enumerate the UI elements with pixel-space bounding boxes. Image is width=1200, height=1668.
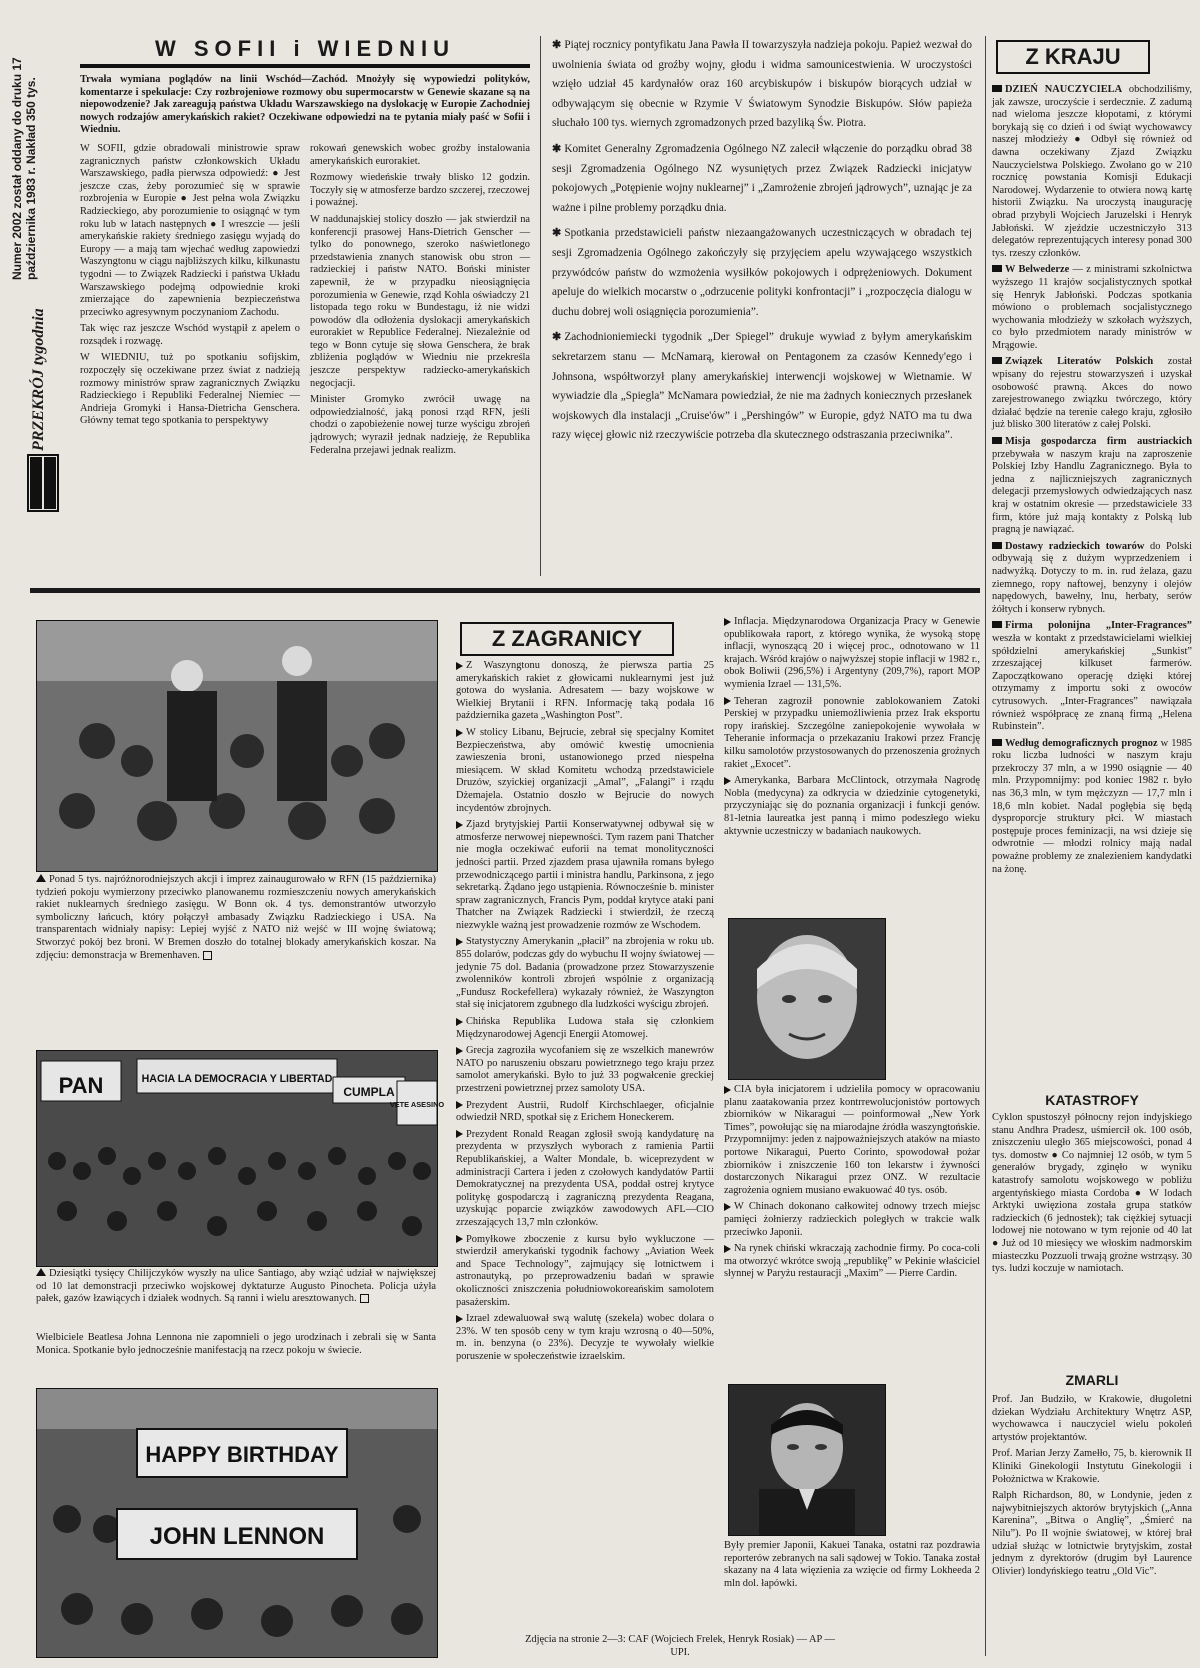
- arrow-bullet-icon: [456, 1315, 463, 1323]
- star-icon: ✱: [552, 227, 562, 240]
- section-rule: [30, 588, 980, 593]
- foreign-news-item: Na rynek chiński wkraczają zachodnie firmy. Po coca-coli ma otworzyć wkrótce swoją „republikę” w Pekinie właściciel słynnej w Paryżu restauracji „Maxim” — Pierre Cardin.: [724, 1243, 980, 1280]
- banner-cumpla: CUMPLA: [343, 1085, 395, 1099]
- z-kraju-item: Dostawy radzieckich towarów do Polski odbywają się z dużym wyprzedzeniem i nadwyżką. Dotyczy to m. in. rud żelaza, gazu ziemnego, ropy naftowej, benzyny i olejów napędowych, bawełny, lnu, herbaty, serów żółtych i konserw rybnych.: [992, 540, 1192, 615]
- caption-chile: [36, 1268, 436, 1328]
- banner-democracia: HACIA LA DEMOCRACIA Y LIBERTAD: [141, 1073, 333, 1085]
- foreign-news-item: Zjazd brytyjskiej Partii Konserwatywnej odbywał się w atmosferze nerwowej niepewności. Tym razem pani Thatcher nie mogła oczekiwać euforii na temat monolityczności jedności partii. Przed zjazdem prasa ujawniła romans byłego przewodniczącego partii i ministra handlu, Parkinsona, z jego sekretarką. Żądano jego ustąpienia. Równocześnie b. minister spraw zagranicznych, Francis Pym, poddał krytyce ataki pani Thatcher na Związek Radziecki i stwierdził, że rzeczą niezwykle ważną jest prowadzenie rozmów ze Wschodem.: [456, 819, 714, 931]
- foreign-news-item: Z Waszyngtonu donoszą, że pierwsza partia 25 amerykańskich rakiet z głowicami nuklearnymi jest już gotowa do wysłania. Adresatem — bazy wojskowe w Wielkiej Brytanii i RFN. Informację taką podała 16 października gazeta „Washington Post”.: [456, 660, 714, 722]
- foreign-news-item: Prezydent Ronald Reagan zgłosił swoją kandydaturę na prezydenta w przyszłych wyborach z ramienia Partii Republikańskiej, a Walter Mondale, b. wiceprezydent w administracji Cartera i jeden z czołowych kandydatów Partii Demokratycznej na prezydenta USA, poddał ostrej krytyce politykę gospodarczą i zagraniczną prezydenta Reagana, uzyskując poparcie związków zawodowych AFL—CIO zrzeszających 13,7 mln członków.: [456, 1128, 714, 1228]
- arrow-bullet-icon: [456, 729, 463, 737]
- sofia-title: W SOFII i WIEDNIU: [80, 36, 530, 68]
- arrow-bullet-icon: [456, 821, 463, 829]
- arrow-bullet-icon: [456, 1235, 463, 1243]
- z-zagranicy-title: Z ZAGRANICY: [460, 622, 674, 656]
- katastrofy-section: [992, 1092, 1192, 1362]
- zmarli-title: ZMARLI: [1065, 1372, 1119, 1388]
- sofia-col1-p1: W SOFII, gdzie obradowali ministrowie spraw zagranicznych państw członkowskich Układu Warszawskiego, padła pierwsza odpowiedź: ● Jest jeszcze czas, żeby porozumieć się w sprawie rozbrojenia w Europie ● Jest pełna wola Związku Radzieckiego, aby porozumienie to osiągnąć w tym roku lub w latach następnych ● I wreszcie — jeśli amerykańskie rakiety średniego zasięgu wyjadą do Europy — a mają tam wjechać według zapowiedzi Waszyngtonu w ciągu najbliższych kilku, kilkunastu tygodni — to Związek Radziecki i państwa Układu Warszawskiego podejmą odpowiednie kroki zmierzające do zapewnienia bezpieczeństwa przeciwko agresywnym poczynaniom Zachodu.: [80, 142, 300, 318]
- photo-protest-bremen: [36, 620, 438, 872]
- przekroj-logo: [24, 305, 64, 515]
- arrow-bullet-icon: [724, 1086, 731, 1094]
- banner-john-lennon: JOHN LENNON: [149, 1523, 325, 1550]
- z-kraju-item: Misja gospodarcza firm austriackich przebywała w naszym kraju na zaproszenie Polskiej Izby Handlu Zagranicznego. Była to jedna z najliczniejszych zagranicznych delegacji przemysłowych odwiedzających nasz kraj w ostatnim okresie — przedstawiciele 33 firm, które już mają kontakty z Polską lub pragną je nawiązać.: [992, 436, 1192, 536]
- logo-wordmark: PRZEKRÓJ tygodnia: [30, 308, 47, 451]
- z-zagranicy-col2-bottom: [724, 1084, 980, 1374]
- z-kraju-item: Według demograficznych prognoz w 1985 roku liczba ludności w naszym kraju przekroczy 37 mln, a w 1990 osiągnie — 40 mln. Przypomnijmy: pod koniec 1982 r. było nas 36,3 mln, w tym mężczyzn — 17,7 mln i 18,6 mln kobiet. Nadal pogłębia się będą dysproporcje struktury płci. W miastach postępuje proces feminizacji, na wsi dzieje się odwrotnie — młodzi rolnicy mają nadal poważne problemy ze znalezieniem kandydatki na żonę.: [992, 737, 1192, 875]
- square-bullet-icon: [992, 357, 1002, 364]
- triangle-pointer-icon: [36, 874, 46, 882]
- end-mark-icon: [203, 951, 212, 960]
- sofia-col1-p3: W WIEDNIU, tuż po spotkaniu sofijskim, rozpoczęły się oczekiwane przez świat z nadzieją rozmowy ministrów spraw zagranicznych Związku Radzieckiego i Republiki Federalnej Niemiec — Andrieja Gromyki i Hansa-Dietricha Genschera. Główny temat tego spotkania to perspektywy: [80, 352, 300, 427]
- square-bullet-icon: [992, 437, 1002, 444]
- starred-item: ✱ Spotkania przedstawicieli państw niezaangażowanych uczestniczących w obradach tej sesji Zgromadzenia Ogólnego zakończyły się przyjęciem apelu wzywającego wszystkich przywódców państw do wzmożenia wysiłków pokojowych i odprężeniowych. Dokument apeluje do wielkich mocarstw o „odrzucenie polityki konfrontacji” i „rozpoczęcia dialogu w duchu dobrej woli osiągnięcia porozumienia”.: [552, 227, 972, 318]
- sofia-lead: Trwała wymiana poglądów na linii Wschód—Zachód. Mnożyły się wypowiedzi polityków, komentarze i spekulacje: Czy rozbrojeniowe rozmowy obu supermocarstw w Genewie skazane są na niepowodzenie? Jak zareagują państwa Układu Warszawskiego na dyslokację w Europie Zachodniej nowych rodzajów amerykańskich rakiet? Oczekiwane odpowiedzi na te pytania miały paść w Sofii i Wiedniu.: [80, 74, 530, 136]
- foreign-news-item: W Chinach dokonano całkowitej odnowy trzech miejsc pamięci żołnierzy radzieckich poległych w trakcie walk przeciwko Japonii.: [724, 1201, 980, 1238]
- arrow-bullet-icon: [724, 777, 731, 785]
- print-note: [0, 40, 52, 300]
- z-kraju-column: [992, 84, 1192, 1074]
- arrow-bullet-icon: [724, 1203, 731, 1211]
- obituary-item: Ralph Richardson, 80, w Londynie, jeden z najwybitniejszych aktorów brytyjskich („Anna Karenina”, „Bitwa o Anglię”, „Śmierć na Nilu”). Po II wojnie światowej, w której brał udział służąc w lotnictwie brytyjskim, został jednym z dyrektorów (drugim był Laurence Olivier) londyńskiego teatru „Old Vic”.: [992, 1490, 1192, 1577]
- arrow-bullet-icon: [724, 1245, 731, 1253]
- foreign-news-item: CIA była inicjatorem i udzieliła pomocy w opracowaniu planu zaatakowania przez kontrrewolucjonistów portowych zbiorników w Nikaragui — poinformował „New York Times”, powołując się na miarodajne źródła waszyngtońskie. Przypomnijmy: jeden z najpoważniejszych ataków na miasto portowe Nikaragui, Puerto Corinto, spowodował pożar zbiorników i zniszczenie 160 ton lekarstw i żywności dostarczonych Nikaragui przez ONZ. W rezultacie zagrożenia ogniem musiano ewakuować 40 tys. osób.: [724, 1084, 980, 1196]
- foreign-news-item: Statystyczny Amerykanin „płacił” na zbrojenia w roku ub. 855 dolarów, podczas gdy do wybuchu II wojny światowej — jedynie 75 dol. Badania (prowadzone przez Stowarzyszenie zwolenników kontroli zbrojeń wspólnie z organizacją „Fundusz Rockefellera) wykazały również, że Waszyngton stał się inicjatorem zgubnego dla ludzkości wyścigu zbrojeń.: [456, 936, 714, 1011]
- square-bullet-icon: [992, 542, 1002, 549]
- arrow-bullet-icon: [456, 1130, 463, 1138]
- sofia-col2-p4: Minister Gromyko zwrócił uwagę na odpowiedzialność, jaką ponosi rząd RFN, jeśli chodzi o zapobieżenie nowej turze wyścigu zbrojeń jądrowych; wyraził jednak nadzieję, że Republika Federalna przejawi jednak realizm.: [310, 394, 530, 456]
- column-divider: [540, 36, 541, 576]
- foreign-news-item: Teheran zagroził ponownie zablokowaniem Zatoki Perskiej w przypadku uniemożliwienia przez Irak eksportu ropy irańskiej. Szczególne zaniepokojenie wywołała w Teheranie informacja o przekazaniu Irakowi przez Francję kilku samolotów przystosowanych do przenoszenia groźnych rakiet „Exocet”.: [724, 695, 980, 770]
- triangle-pointer-icon: [36, 1268, 46, 1276]
- banner-pan: PAN: [58, 1073, 104, 1098]
- z-kraju-item: Firma polonijna „Inter-Fragrances” weszła w kontakt z przedstawicielami wielkiej spółdzielni amerykańskiej „Sunkist” zrzeszającej kilkuset farmerów. Zapoczątkowano operację dzięki której otrzymamy z importu soki z owoców cytrusowych. „Inter-Fragrances” nawiązała również współpracę ze znaną firmą „Helena Rubinstein”.: [992, 620, 1192, 733]
- katastrofy-text: Cyklon spustoszył północny rejon indyjskiego stanu Andhra Pradesz, uśmiercił ok. 100 osób, zniszczeniu uległo 365 miejscowości, ponad 4 tys. domostw ● Co najmniej 12 osób, w tym 5 generałów brygady, zginęło w wyniku katastrofy samolotu wojskowego w pobliżu argentyńskiego miasta Cordoba ● W lodach Arktyki uwięziona została grupa statków radzieckich (6 jednostek); tak ciężkiej sytuacji lodowej nie notowano w tym rejonie od 40 lat ● Już od 10 miesięcy we włoskim nadmorskim miasteczku Pozzuoli trwają groźne wstrząsy. 30 tys. ludzi koczuje w namiotach.: [992, 1112, 1192, 1275]
- photo-barbara-mcclintock: [728, 918, 886, 1080]
- sofia-article: [80, 36, 530, 576]
- katastrofy-title: KATASTROFY: [1045, 1092, 1139, 1108]
- z-kraju-item: W Belwederze — z ministrami szkolnictwa wyższego 11 krajów socjalistycznych spotkał się Henryk Jabłoński. Podczas spotkania mówiono o problemach socjalistycznego wychowania młodzieży w szkołach wyższych, co było przedmiotem narady ministrów w Mrągowie.: [992, 264, 1192, 351]
- zmarli-section: [992, 1372, 1192, 1662]
- foreign-news-item: Grecja zagroziła wycofaniem się ze wszelkich manewrów NATO po naruszeniu obszaru powietrznego tego kraju przez samolot amerykański. Było to już 33 pogwałcenie greckiej przestrzeni powietrznej przez samoloty USA.: [456, 1045, 714, 1094]
- foreign-news-item: W stolicy Libanu, Bejrucie, zebrał się specjalny Komitet Bezpieczeństwa, aby omówić kwestię umocnienia zawieszenia broni, ustanowionego przed niespełna miesiącem. W skład Komitetu wchodzą przedstawiciele Druzów, szyickiej organizacji „Amal”, „Falangi” i rządu Dżemajela. Ostatnio doszło w Bejrucie do nowych incydentów zbrojnych.: [456, 726, 714, 814]
- caption-lennon: [36, 1332, 436, 1382]
- z-zagranicy-col1: [456, 660, 714, 1660]
- star-icon: ✱: [552, 39, 562, 51]
- obituary-item: Prof. Jan Budziło, w Krakowie, długoletni dziekan Wydziału Architektury Wnętrz ASP, wychowawca i nauczyciel wielu pokoleń artystów projektantów.: [992, 1394, 1192, 1443]
- photo-lennon-birthday: [36, 1388, 438, 1658]
- sofia-col1-p2: Tak więc raz jeszcze Wschód wystąpił z apelem o rozsądek i rozwagę.: [80, 323, 300, 347]
- foreign-news-item: Chińska Republika Ludowa stała się członkiem Międzynarodowej Agencji Energii Atomowej.: [456, 1016, 714, 1040]
- square-bullet-icon: [992, 739, 1002, 746]
- print-note-text: Numer 2002 został oddany do druku 17 października 1983 r. Nakład 350 tys.: [10, 57, 38, 280]
- caption-tanaka: [724, 1540, 980, 1620]
- column-divider: [985, 36, 986, 1656]
- z-zagranicy-col2-top: [724, 616, 980, 916]
- z-kraju-item: DZIEŃ NAUCZYCIELA obchodziliśmy, jak zawsze, uroczyście i serdecznie. Z zadumą nad wieloma jeszcze kłopotami, z którymi borykają się co dzień i od świąt wychowawcy naszej młodzieży ● Odbył się również od dawna oczekiwany Zjazd Związku Nauczycielstwa Polskiego. Zwołano go w 210 rocznicę powstania Komisji Edukacji Narodowej. Wydarzenie to otwiera nową kartę historii Związku. Na uroczystą inaugurację obrad przybyli Wojciech Jaruzelski i Henryk Jabłoński. W zjeździe uczestniczyło 313 delegatów reprezentujących interesy ponad 300 tys. rzeszy członków.: [992, 84, 1192, 259]
- z-kraju-item: Związek Literatów Polskich został wpisany do rejestru stowarzyszeń i uzyskał osobowość prawną. Akces do nowo zarejestrowanego związku twórczego, który działać będzie na terenie całego kraju, zgłosiło już blisko 300 literatów z całej Polski.: [992, 356, 1192, 431]
- square-bullet-icon: [992, 265, 1002, 272]
- star-icon: ✱: [552, 142, 562, 155]
- arrow-bullet-icon: [456, 938, 463, 946]
- photo-credits-text: Zdjęcia na stronie 2—3: CAF (Wojciech Frelek, Henryk Rosiak) — AP — UPI.: [525, 1634, 835, 1658]
- photo-kakuei-tanaka: [728, 1384, 886, 1536]
- starred-item: ✱ Piątej rocznicy pontyfikatu Jana Pawła II towarzyszyła nadzieja pokoju. Papież wezwał do uwolnienia świata od groźby wojny, głodu i widma samounicestwienia. W uroczystości wzięło udział 45 kardynałów oraz 160 arcybiskupów i biskupów biorących udział w odbywającym się obecnie w Rzymie V Światowym Synodzie Biskupów. Słów papieża słuchało 100 tys. wiernych zgromadzonych przed bazyliką Św. Piotra.: [552, 39, 972, 130]
- foreign-news-item: Inflacja. Międzynarodowa Organizacja Pracy w Genewie opublikowała raport, z którego wynika, że wysoką stopę inflacji, wynoszącą 20 i więcej proc., odnotowano w 11 krajach. Wśród krajów o najwyższej stopie inflacji w 1982 r., obok Boliwii (296,5%) i Argentyny (209,7%), raport MOP wymienia Izrael — 131,5%.: [724, 616, 980, 690]
- sofia-col2-p3: W naddunajskiej stolicy doszło — jak stwierdził na konferencji prasowej Hans-Dietrich Genscher — tylko do ponownego, szeroko naświetlonego przedstawienia znanych stanowisk obu stron — radzieckiej i państw NATO. Boński minister zapewnił, że w przypadku nieosiągnięcia porozumienia w Genewie, rząd Kohla oświadczy 21 listopada tego roku w Bundestagu, iż nie widzi powodów dla odłożenia dyslokacji amerykańskich eurorakiet w Republice Federalnej. Niezależnie od tego w Bonn cytuje się słowa Genschera, że brak zbliżenia poglądów w Wiedniu nie przekreśla jeszcze perspektyw radziecko-amerykańskich negocjacji.: [310, 213, 530, 389]
- foreign-news-item: Prezydent Austrii, Rudolf Kirchschlaeger, oficjalnie odwiedził NRD, spotkał się z Erichem Honeckerem.: [456, 1099, 714, 1124]
- caption-chile-text: Dziesiątki tysięcy Chilijczyków wyszły na ulice Santiago, aby wziąć udział w największej od 10 lat demonstracji przeciwko wojskowej dyktaturze Augusto Pinocheta. Policja użyła pałek, gazów łzawiących i działek wodnych. Są ranni i wielu aresztowanych.: [36, 1268, 436, 1305]
- sofia-col2-p2: Rozmowy wiedeńskie trwały blisko 12 godzin. Toczyły się w atmosferze bardzo szczerej, rzeczowej i poważnej.: [310, 172, 530, 209]
- photo-santiago-demonstration: [36, 1050, 445, 1267]
- foreign-news-item: Izrael zdewaluował swą walutę (szekela) wobec dolara o 23%. W ten sposób ceny w tym kraju wzrosną o 40—50%, m. in. benzyna (o 23%). Decyzje te wywołały wielkie poruszenie w społeczeństwie izraelskim.: [456, 1313, 714, 1362]
- caption-protest-text: Ponad 5 tys. najróżnorodniejszych akcji i imprez zainaugurowało w RFN (15 października) tydzień pokoju wymierzony przeciwko planowanemu rozmieszczeniu nowych amerykańskich rakiet nuklearnych średniego zasięgu. W Bonn ok. 4 tys. demonstrantów utworzyło symboliczny łańcuch, który połączył ambasady Związku Radzieckiego i USA. Na transparentach widniały napisy: Lepiej wyjść z NATO niż wejść w III wojnę światową; Stworzyć pokój bez broni. W Bremen doszło do totalnej blokady amerykańskich koszar. Na zdjęciu: demonstracja w Bremenhaven.: [36, 874, 436, 961]
- caption-tanaka-text: Były premier Japonii, Kakuei Tanaka, ostatni raz pozdrawia reporterów zebranych na sali sądowej w Tokio. Tanaka został skazany na 4 lata więzienia za wzięcie od firmy Lokheeda 2 mln dol. łapówki.: [724, 1540, 980, 1589]
- arrow-bullet-icon: [456, 1018, 463, 1026]
- foreign-news-item: Amerykanka, Barbara McClintock, otrzymała Nagrodę Nobla (medycyna) za odkrycia w dziedzinie cytogenetyki, przyczyniając się do poznania organizacji i funkcji genów. 81-letnia laureatka jest panną i mimo podeszłego wieku aktywnie uczestniczy w badaniach naukowych.: [724, 775, 980, 837]
- star-icon: ✱: [552, 331, 562, 344]
- caption-protest: [36, 874, 436, 1034]
- arrow-bullet-icon: [456, 1101, 463, 1109]
- sofia-col2-p1: rokowań genewskich wobec groźby instalowania amerykańskich eurorakiet.: [310, 142, 530, 167]
- obituary-item: Prof. Marian Jerzy Zamełło, 75, b. kierownik II Kliniki Ginekologii Instytutu Ginekologii i Położnictwa w Krakowie.: [992, 1448, 1192, 1485]
- z-kraju-title: Z KRAJU: [996, 40, 1150, 74]
- arrow-bullet-icon: [724, 618, 731, 626]
- square-bullet-icon: [992, 85, 1002, 92]
- banner-happy-birthday: HAPPY BIRTHDAY: [145, 1442, 339, 1467]
- banner-vete: VETE ASESINO: [389, 1100, 445, 1109]
- photo-credits: [520, 1634, 840, 1664]
- arrow-bullet-icon: [456, 662, 463, 670]
- arrow-bullet-icon: [456, 1047, 463, 1055]
- square-bullet-icon: [992, 621, 1002, 628]
- foreign-news-item: Pomyłkowe zboczenie z kursu było wykluczone — stwierdził amerykański tygodnik fachowy „Aviation Week and Space Technology”, zajmujący się lotnictwem i astronautyką, po przeprowadzeniu badań w sprawie okoliczności zniszczenia południowokoreańskim samolotem pasażerskim.: [456, 1233, 714, 1308]
- starred-item: ✱ Zachodnioniemiecki tygodnik „Der Spiegel” drukuje wywiad z byłym amerykańskim sekretarzem stanu — McNamarą, kierował on Pentagonem za czasów Kennedy'ego i Johnsona, współtworzył plany amerykańskiej interwencji wojskowej w Wietnamie. W wywiadzie dla „Spiegla” McNamara powiedział, że nie ma żadnych koniecznych przesłanek wojskowych dla instalacji „Cruise'ów” i „Pershingów” w Europie, gdyż NATO ma tu dwa razy więcej głowic niż rzeczywiście potrzeba dla skutecznego odstraszania przeciwnika”.: [552, 331, 972, 442]
- arrow-bullet-icon: [724, 697, 731, 705]
- starred-item: ✱ Komitet Generalny Zgromadzenia Ogólnego NZ zalecił włączenie do porządku obrad 38 sesji Zgromadzenia Ogólnego NZ wysuniętych przez Związek Radziecki inicjatyw pokojowych „Potępienie wojny nuklearnej” i „Zamrożenie zbrojeń jądrowych”, uznając je za ważne i pilne problemy porządku dnia.: [552, 142, 972, 214]
- caption-lennon-text: Wielbiciele Beatlesa Johna Lennona nie zapomnieli o jego urodzinach i zebrali się w Santa Monica. Spotkanie było jednocześnie manifestacją na rzecz pokoju w świecie.: [36, 1332, 436, 1356]
- end-mark-icon: [360, 1294, 369, 1303]
- starred-news: [552, 36, 972, 576]
